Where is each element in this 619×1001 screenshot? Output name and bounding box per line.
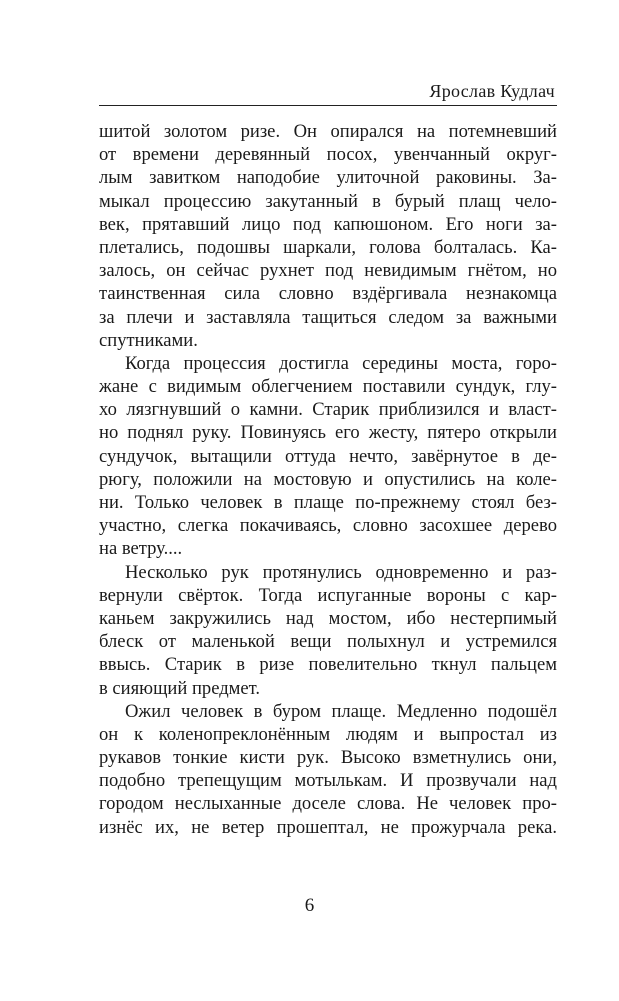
text-line: сундучок, вытащили оттуда нечто, завёрнутое в де- (99, 445, 557, 467)
page-number: 6 (304, 895, 315, 916)
text-line: но поднял руку. Повинуясь его жесту, пятеро открыли (99, 422, 557, 444)
text-line: Несколько рук протянулись одновременно и раз- (125, 561, 557, 583)
text-line: лым завитком наподобие улиточной раковины. За- (99, 167, 557, 189)
text-line: он к коленопреклонённым людям и выпростал из (99, 723, 557, 745)
text-line: Когда процессия достигла середины моста, горо- (125, 352, 557, 374)
text-line: городом неслыханные доселе слова. Не человек про- (99, 793, 557, 815)
text-line: ни. Только человек в плаще по-прежнему стоял без- (99, 492, 557, 513)
text-line: от времени деревянный посох, увенчанный округ- (99, 144, 557, 166)
text-line: мыкал процессию закутанный в бурый плащ чело- (99, 190, 557, 212)
text-line: участно, слегка покачиваясь, словно засохшее дерево (99, 515, 557, 537)
body-text (99, 120, 557, 839)
text-line: рюгу, положили на мостовую и опустились на коле- (99, 468, 557, 490)
text-line: в сияющий предмет. (99, 677, 261, 699)
text-line: век, прятавший лицо под капюшоном. Его ноги за- (99, 213, 557, 235)
text-line: Ожил человек в буром плаще. Медленно подошёл (125, 700, 557, 722)
text-line: рукавов тонкие кисти рук. Высоко взметнулись они, (99, 747, 557, 769)
text-line: изнёс их, не ветер прошептал, не прожурчала река. (99, 816, 557, 838)
text-line: каньем закружились над мостом, ибо нестерпимый (99, 607, 557, 629)
text-line: ввысь. Старик в ризе повелительно ткнул пальцем (99, 654, 557, 676)
text-line: шитой золотом ризе. Он опирался на потемневший (99, 121, 557, 142)
text-line: хо лязгнувший о камни. Старик приблизился и власт- (99, 399, 557, 421)
text-line: за плечи и заставляла тащиться следом за важными (99, 306, 557, 328)
text-line: спутниками. (99, 329, 198, 351)
text-line: блеск от маленькой вещи полыхнул и устремился (99, 631, 557, 653)
text-line: жане с видимым облегчением поставили сундук, глу- (99, 376, 557, 398)
text-line: плетались, подошвы шаркали, голова болталась. Ка- (99, 236, 557, 258)
text-line: на ветру.... (99, 538, 183, 560)
text-line: таинственная сила словно вздёргивала незнакомца (99, 283, 557, 305)
text-line: подобно трепещущим мотылькам. И прозвучали над (99, 770, 557, 792)
author-name: Ярослав Кудлач (429, 81, 555, 101)
running-header (99, 80, 557, 106)
text-line: вернули свёрток. Тогда испуганные вороны с кар- (99, 584, 557, 606)
text-line: залось, он сейчас рухнет под невидимым гнётом, но (99, 260, 557, 282)
